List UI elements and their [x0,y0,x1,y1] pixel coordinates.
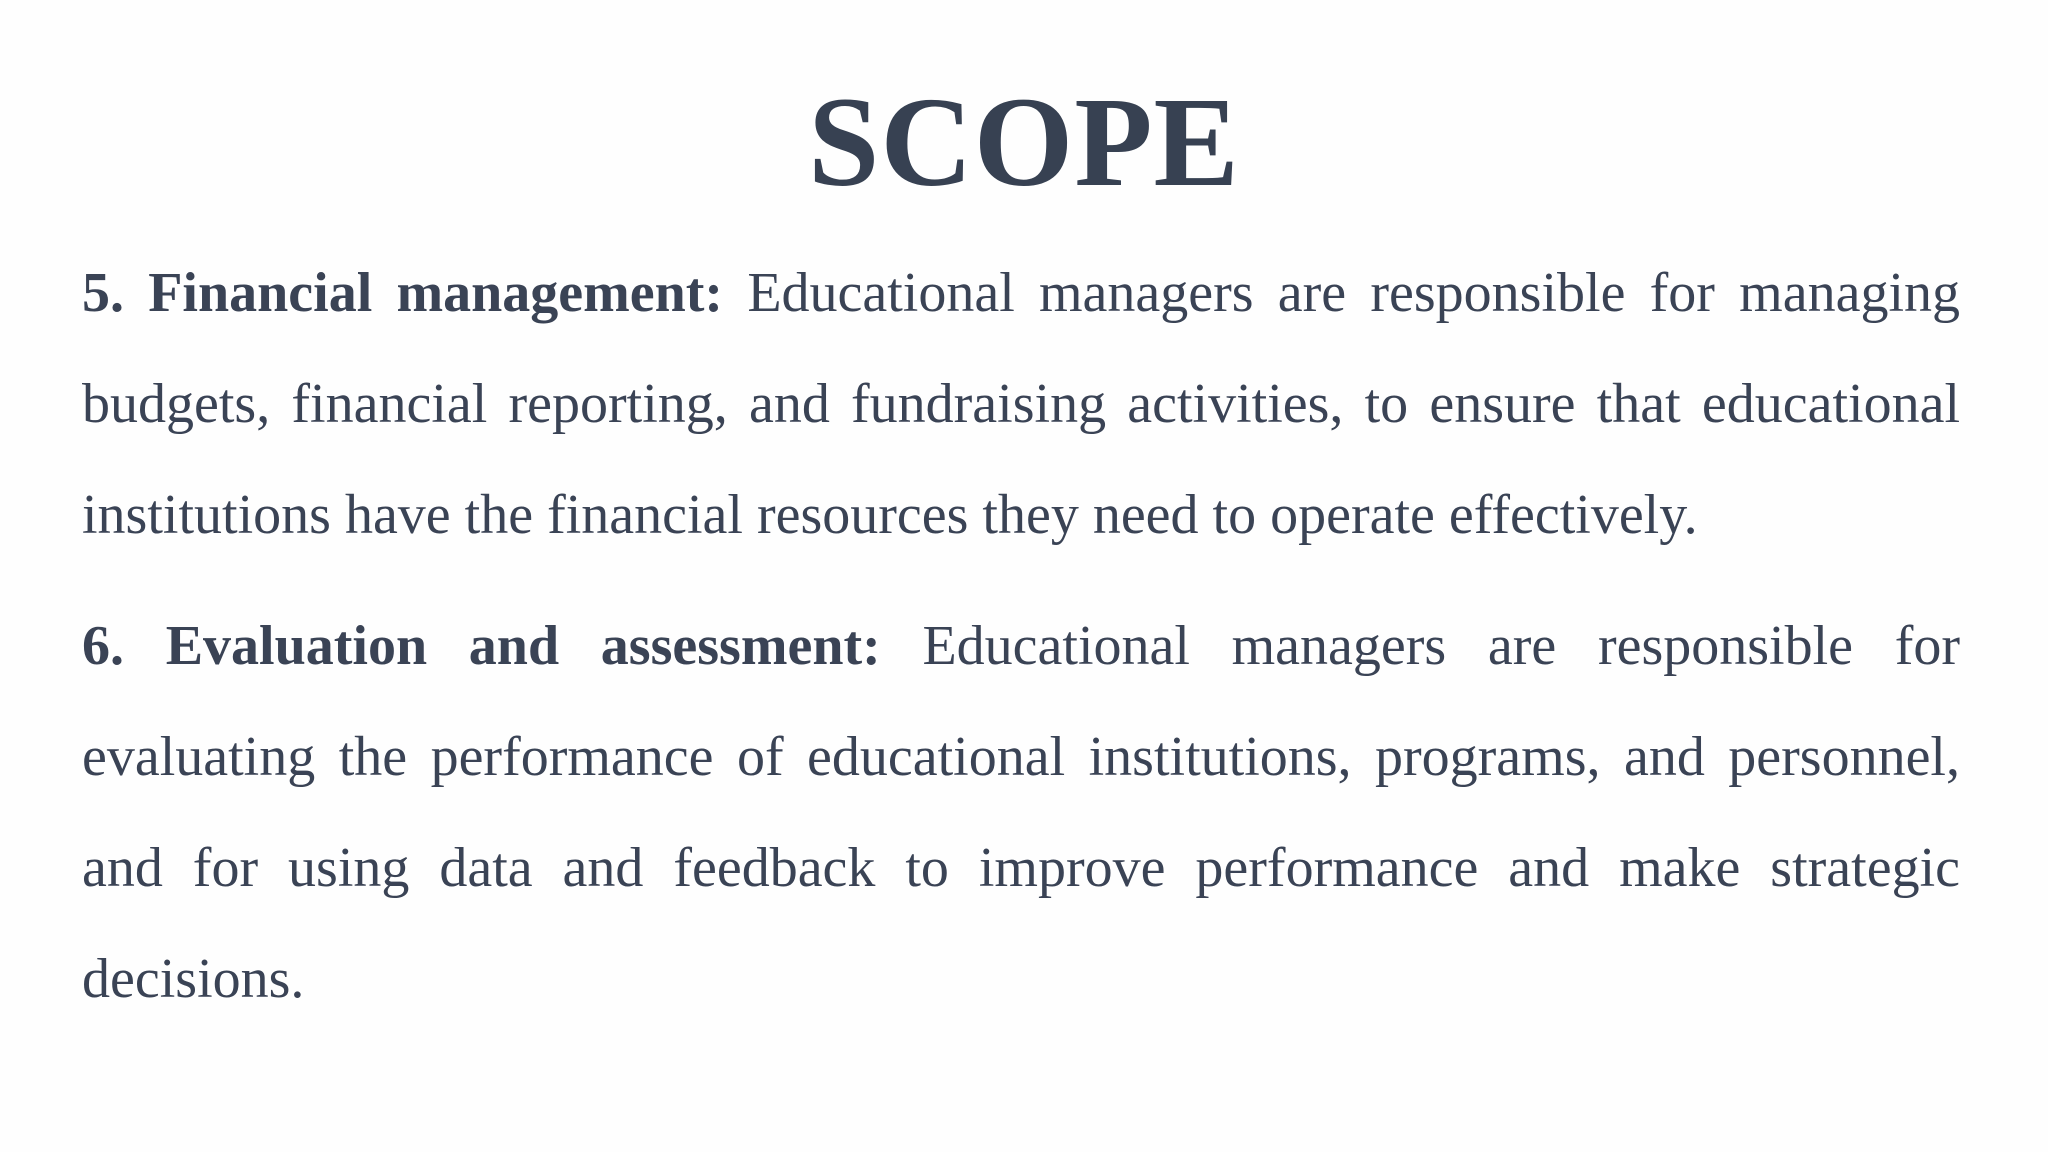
item-heading: 6. Evaluation and assessment: [82,615,881,677]
item-heading: 5. Financial management: [82,262,724,324]
item-text: Educational managers are responsible for managing budgets, financial reporting, and fundraising activities, to ensure that educational institutions have the financial resources they need to operate effectively. [82,262,1961,546]
slide-title: SCOPE [808,71,1240,213]
slide-body [82,238,1960,1035]
item-text: Educational managers are responsible for evaluating the performance of educational institutions, programs, and personnel, and for using data and feedback to improve performance and make strategic decisions. [82,615,1960,1010]
scope-item-evaluation-assessment [82,591,1960,1035]
scope-item-financial-management [82,238,1960,571]
